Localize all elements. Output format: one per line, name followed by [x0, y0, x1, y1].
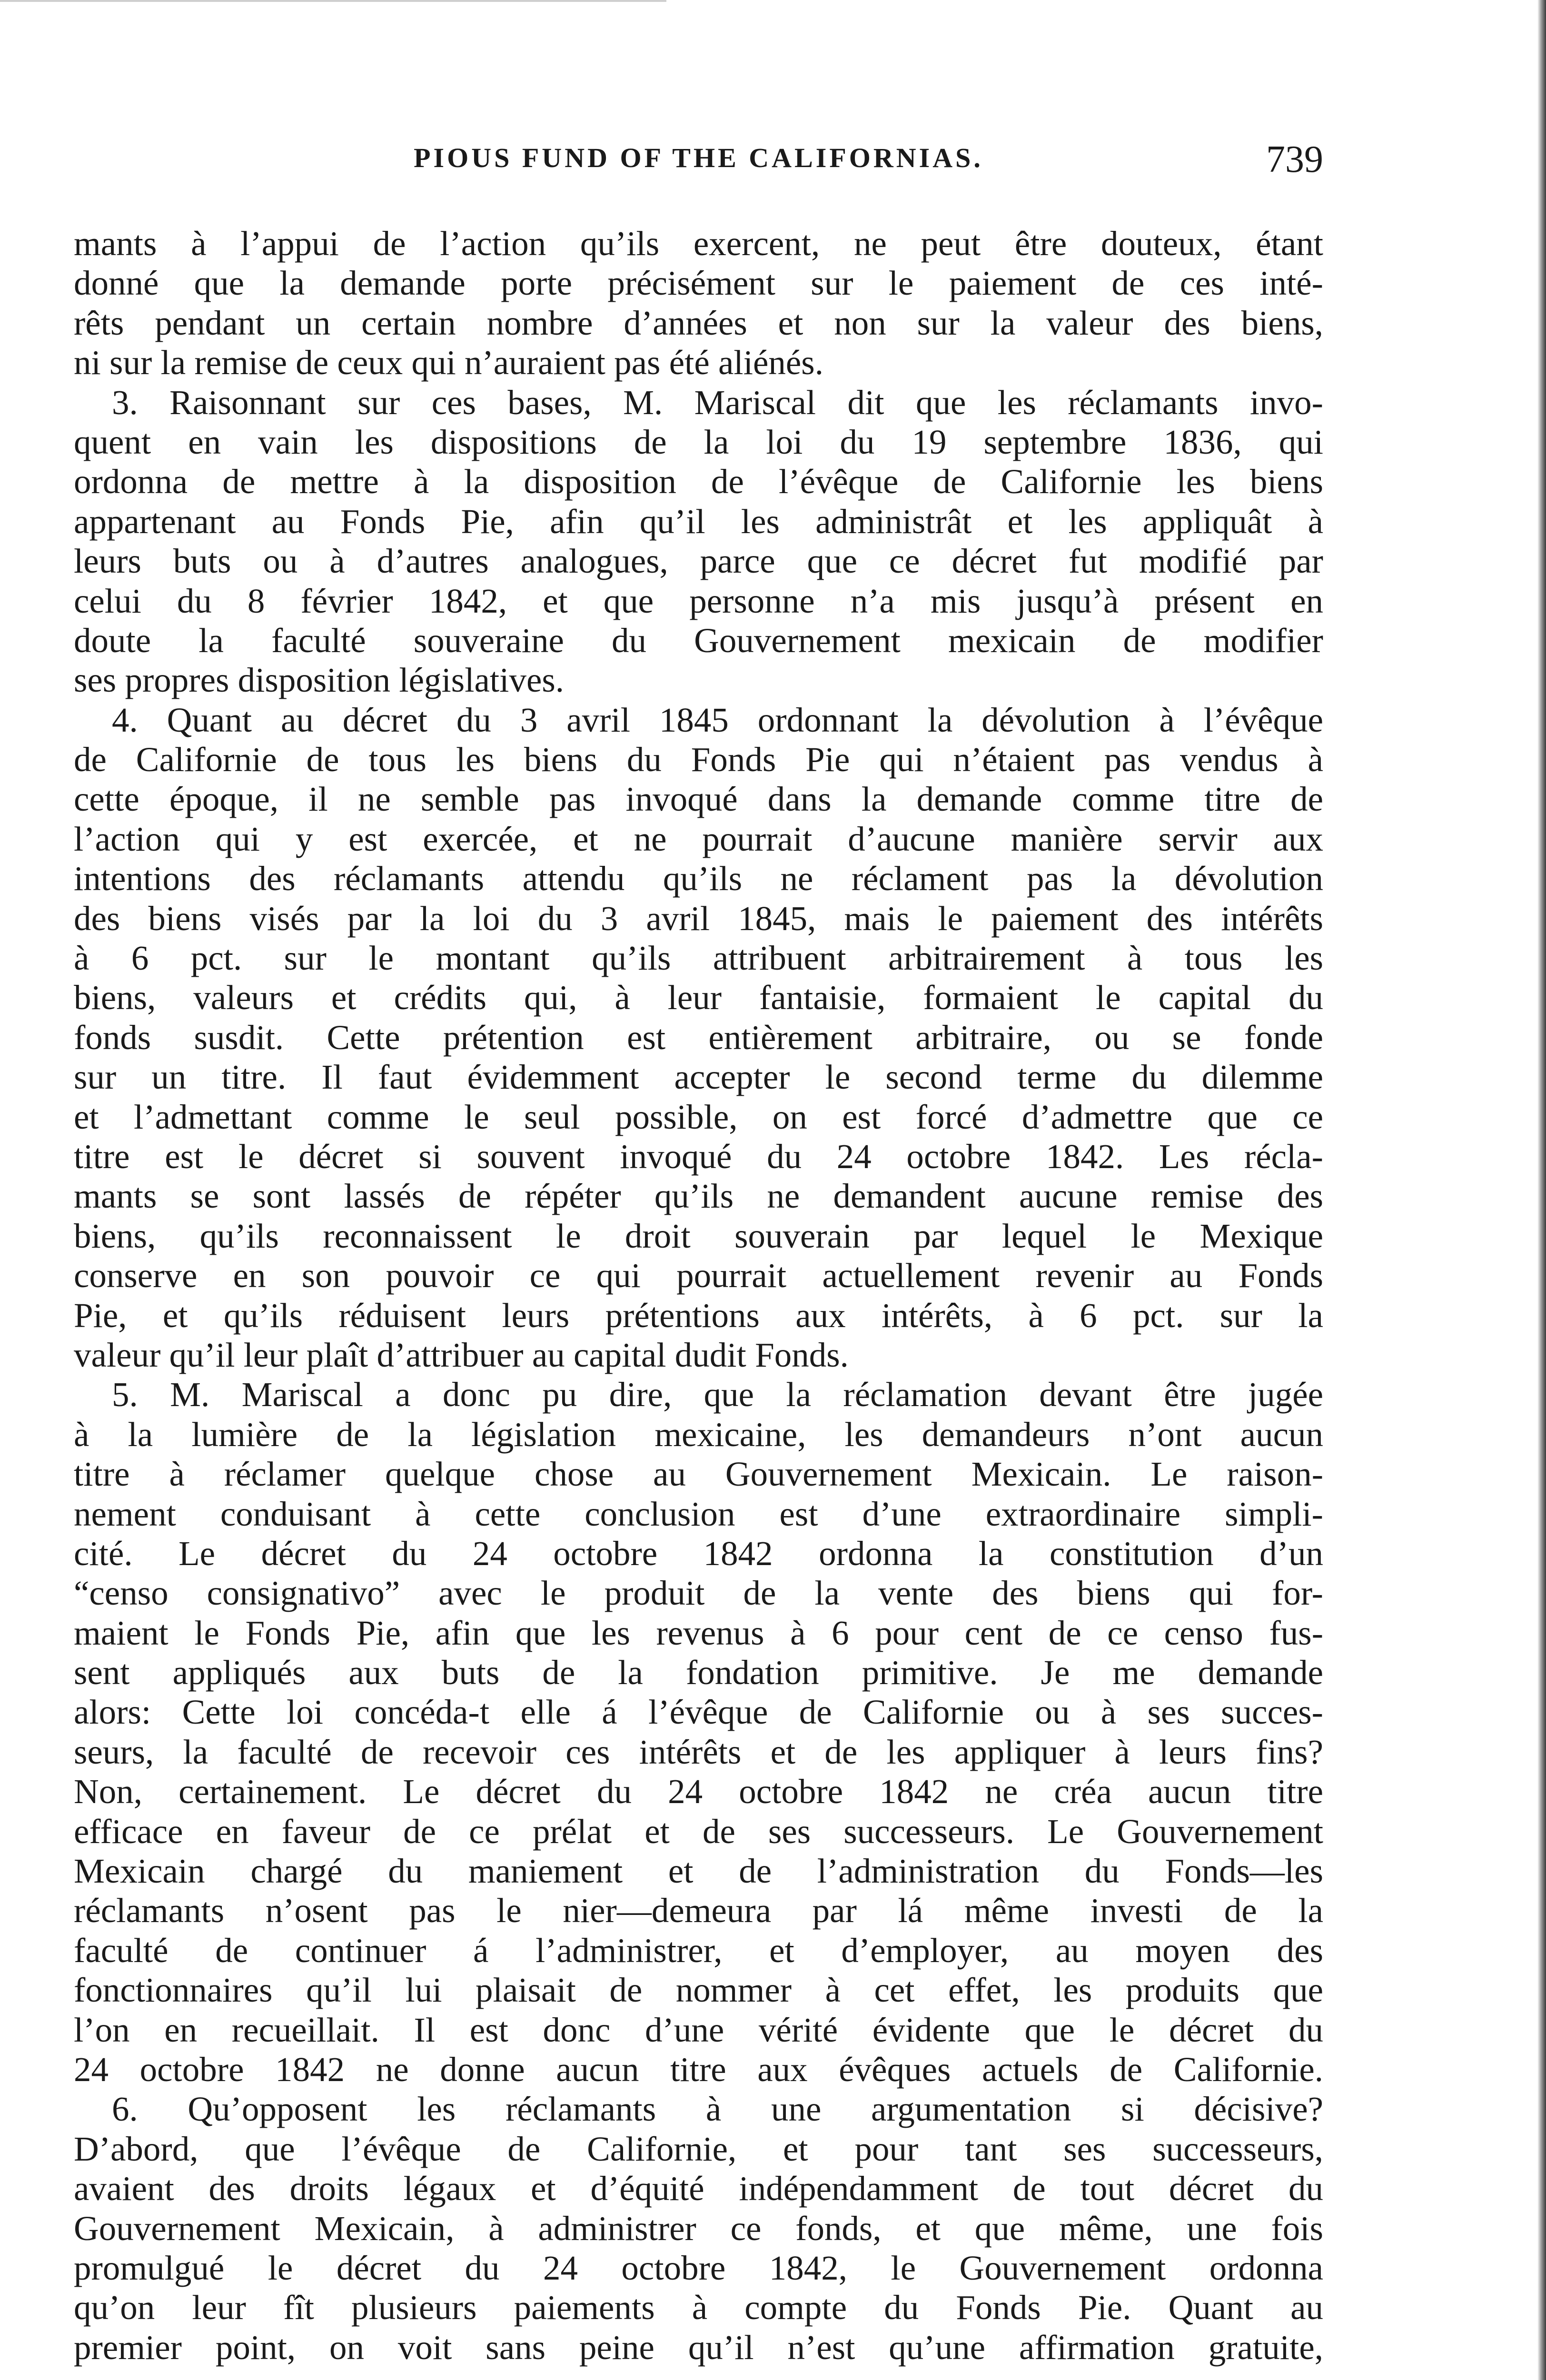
text-line: Gouvernement Mexicain, à administrer ce fonds, et que même, une fois — [74, 2209, 1323, 2248]
text-line: valeur qu’il leur plaît d’attribuer au capital dudit Fonds. — [74, 1335, 849, 1374]
page-edge — [1537, 0, 1546, 2380]
body-text — [74, 224, 1323, 2367]
text-line: 24 octobre 1842 ne donne aucun titre aux évêques actuels de Californie. — [74, 2050, 1323, 2089]
text-line: fonds susdit. Cette prétention est entièrement arbitraire, ou se fonde — [74, 1018, 1323, 1057]
text-line: 5. M. Mariscal a donc pu dire, que la réclamation devant être jugée — [112, 1375, 1323, 1414]
text-line: premier point, on voit sans peine qu’il n’est qu’une affirmation gratuite, — [74, 2328, 1323, 2367]
text-line: sent appliqués aux buts de la fondation primitive. Je me demande — [74, 1653, 1323, 1692]
text-line: des biens visés par la loi du 3 avril 1845, mais le paiement des intérêts — [74, 899, 1323, 938]
text-line: appartenant au Fonds Pie, afin qu’il les administrât et les appliquât à — [74, 502, 1323, 541]
text-line: à 6 pct. sur le montant qu’ils attribuent arbitrairement à tous les — [74, 939, 1323, 978]
text-line: Non, certainement. Le décret du 24 octobre 1842 ne créa aucun titre — [74, 1772, 1323, 1811]
page-header — [74, 138, 1323, 190]
page-number: 739 — [1266, 139, 1323, 180]
text-line: cette époque, il ne semble pas invoqué dans la demande comme titre de — [74, 780, 1323, 819]
text-line: sur un titre. Il faut évidemment accepter le second terme du dilemme — [74, 1058, 1323, 1097]
text-line: qu’on leur fît plusieurs paiements à compte du Fonds Pie. Quant au — [74, 2288, 1323, 2327]
text-line: D’abord, que l’évêque de Californie, et pour tant ses successeurs, — [74, 2129, 1323, 2168]
text-line: celui du 8 février 1842, et que personne n’a mis jusqu’à présent en — [74, 581, 1323, 620]
text-line: conserve en son pouvoir ce qui pourrait actuellement revenir au Fonds — [74, 1256, 1323, 1295]
text-line: l’action qui y est exercée, et ne pourrait d’aucune manière servir aux — [74, 819, 1323, 858]
text-line: réclamants n’osent pas le nier—demeura par lá même investi de la — [74, 1891, 1323, 1930]
text-line: quent en vain les dispositions de la loi du 19 septembre 1836, qui — [74, 422, 1323, 461]
text-line: faculté de continuer á l’administrer, et d’employer, au moyen des — [74, 1931, 1323, 1970]
text-line: 6. Qu’opposent les réclamants à une argumentation si décisive? — [112, 2090, 1323, 2129]
text-line: et l’admettant comme le seul possible, on est forcé d’admettre que ce — [74, 1097, 1323, 1136]
text-line: biens, qu’ils reconnaissent le droit souverain par lequel le Mexique — [74, 1216, 1323, 1255]
text-line: titre est le décret si souvent invoqué du 24 octobre 1842. Les récla- — [74, 1137, 1323, 1176]
text-line: leurs buts ou à d’autres analogues, parce que ce décret fut modifié par — [74, 542, 1323, 581]
running-title: PIOUS FUND OF THE CALIFORNIAS. — [414, 142, 983, 173]
text-line: Mexicain chargé du maniement et de l’administration du Fonds—les — [74, 1852, 1323, 1891]
text-line: l’on en recueillait. Il est donc d’une vérité évidente que le décret du — [74, 2010, 1323, 2049]
text-line: ni sur la remise de ceux qui n’auraient pas été aliénés. — [74, 343, 823, 382]
text-line: seurs, la faculté de recevoir ces intérêts et de les appliquer à leurs fins? — [74, 1732, 1323, 1771]
text-line: donné que la demande porte précisément sur le paiement de ces inté- — [74, 264, 1323, 303]
text-line: avaient des droits légaux et d’équité indépendamment de tout décret du — [74, 2169, 1323, 2208]
text-line: efficace en faveur de ce prélat et de ses successeurs. Le Gouvernement — [74, 1812, 1323, 1851]
text-line: de Californie de tous les biens du Fonds Pie qui n’étaient pas vendus à — [74, 740, 1323, 779]
text-line: biens, valeurs et crédits qui, à leur fantaisie, formaient le capital du — [74, 978, 1323, 1017]
text-line: mants se sont lassés de répéter qu’ils ne demandent aucune remise des — [74, 1177, 1323, 1216]
top-rule — [0, 0, 666, 2]
text-line: ordonna de mettre à la disposition de l’évêque de Californie les biens — [74, 462, 1323, 501]
text-line: mants à l’appui de l’action qu’ils exercent, ne peut être douteux, étant — [74, 224, 1323, 263]
text-line: ses propres disposition législatives. — [74, 661, 565, 700]
text-line: rêts pendant un certain nombre d’années et non sur la valeur des biens, — [74, 303, 1323, 342]
text-line: intentions des réclamants attendu qu’ils ne réclament pas la dévolution — [74, 859, 1323, 898]
text-line: maient le Fonds Pie, afin que les revenus à 6 pour cent de ce censo fus- — [74, 1613, 1323, 1652]
text-line: Pie, et qu’ils réduisent leurs prétentions aux intérêts, à 6 pct. sur la — [74, 1296, 1323, 1335]
text-line: titre à réclamer quelque chose au Gouvernement Mexicain. Le raison- — [74, 1455, 1323, 1494]
text-line: nement conduisant à cette conclusion est d’une extraordinaire simpli- — [74, 1494, 1323, 1533]
text-line: 3. Raisonnant sur ces bases, M. Mariscal dit que les réclamants invo- — [112, 383, 1323, 422]
text-line: promulgué le décret du 24 octobre 1842, le Gouvernement ordonna — [74, 2248, 1323, 2287]
text-line: “censo consignativo” avec le produit de la vente des biens qui for- — [74, 1574, 1323, 1613]
text-line: fonctionnaires qu’il lui plaisait de nommer à cet effet, les produits que — [74, 1971, 1323, 2010]
text-line: à la lumière de la législation mexicaine, les demandeurs n’ont aucun — [74, 1415, 1323, 1454]
text-line: doute la faculté souveraine du Gouvernement mexicain de modifier — [74, 621, 1323, 660]
text-line: 4. Quant au décret du 3 avril 1845 ordonnant la dévolution à l’évêque — [112, 700, 1323, 739]
text-line: alors: Cette loi concéda-t elle á l’évêque de Californie ou à ses succes- — [74, 1693, 1323, 1732]
text-line: cité. Le décret du 24 octobre 1842 ordonna la constitution d’un — [74, 1534, 1323, 1573]
